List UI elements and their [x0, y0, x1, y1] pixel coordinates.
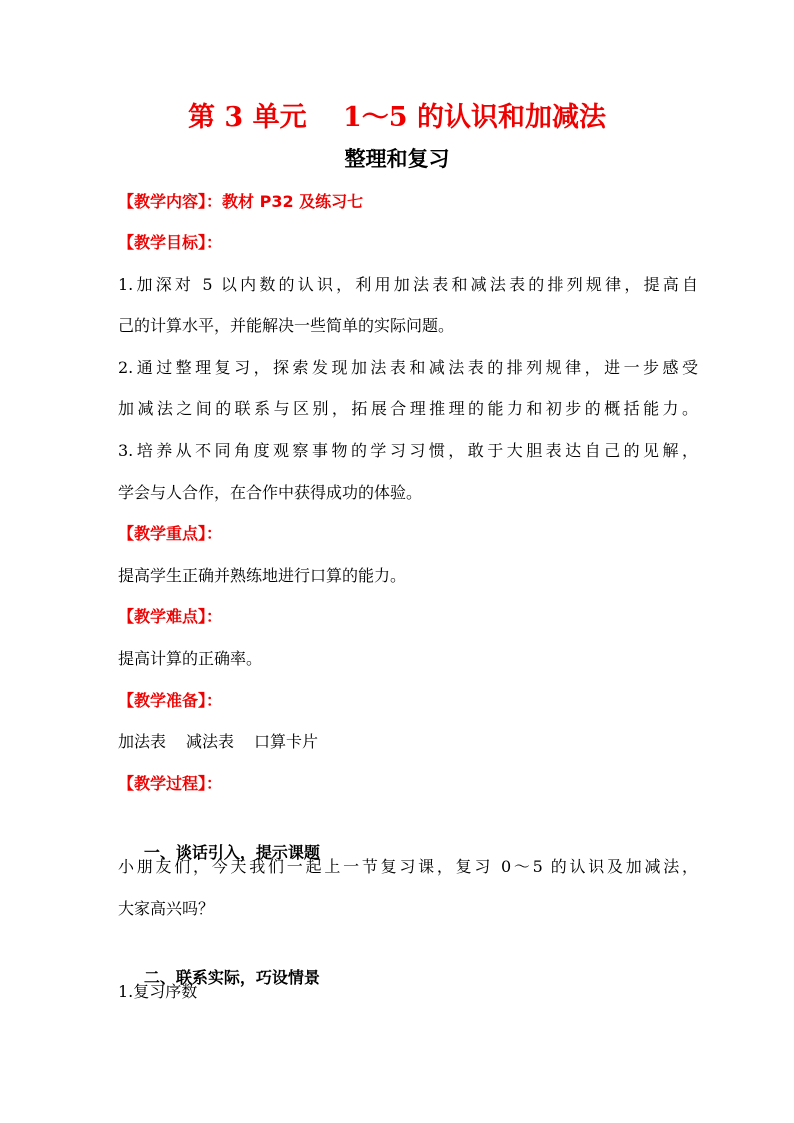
objective-line: 1.加深对 5 以内数的认识，利用加法表和减法表的排列规律，提高自: [118, 275, 698, 294]
section1-line: 大家高兴吗？: [118, 899, 215, 918]
difficulties-text: 提高计算的正确率。: [118, 649, 263, 668]
content-value: 教材 P32 及练习七: [222, 192, 364, 211]
difficulties-heading: [118, 603, 698, 631]
section1-heading: 一、谈话引入，提示课题: [138, 843, 320, 862]
preparation-heading: [118, 687, 698, 715]
process-label: 【教学过程】：: [118, 774, 223, 793]
preparation-item: 减法表: [186, 732, 235, 751]
preparation-item: 加法表: [118, 732, 167, 751]
section1-line: 小朋友们，今天我们一起上一节复习课，复习 0～5 的认识及加减法，: [118, 857, 698, 876]
section2-heading: 二、联系实际，巧设情景: [138, 968, 320, 987]
content-label: 【教学内容】：: [118, 192, 223, 211]
objective-line: 2.通过整理复习，探索发现加法表和减法表的排列规律，进一步感受: [118, 358, 698, 377]
preparation-label: 【教学准备】：: [118, 691, 223, 710]
page-title: 第 3 单元 1～5 的认识和加减法: [188, 102, 606, 133]
objectives-heading: [118, 229, 698, 257]
objective-line: 3.培养从不同角度观察事物的学习习惯，敢于大胆表达自己的见解，: [118, 441, 698, 460]
preparation-items: [118, 728, 698, 756]
difficulties-label: 【教学难点】：: [118, 607, 223, 626]
content-line: [118, 188, 698, 216]
key-points-text: 提高学生正确并熟练地进行口算的能力。: [118, 566, 407, 585]
objectives-label: 【教学目标】：: [118, 233, 223, 252]
objective-line: 己的计算水平，并能解决一些简单的实际问题。: [118, 316, 455, 335]
section2-item: 1.复习序数: [118, 982, 198, 1001]
objective-line: 加减法之间的联系与区别，拓展合理推理的能力和初步的概括能力。: [118, 399, 698, 418]
key-points-heading: [118, 520, 698, 548]
objective-line: 学会与人合作，在合作中获得成功的体验。: [118, 483, 423, 502]
key-points-label: 【教学重点】：: [118, 524, 223, 543]
process-heading: [118, 770, 698, 798]
preparation-item: 口算卡片: [254, 732, 319, 751]
page-subtitle: 整理和复习: [344, 147, 450, 171]
